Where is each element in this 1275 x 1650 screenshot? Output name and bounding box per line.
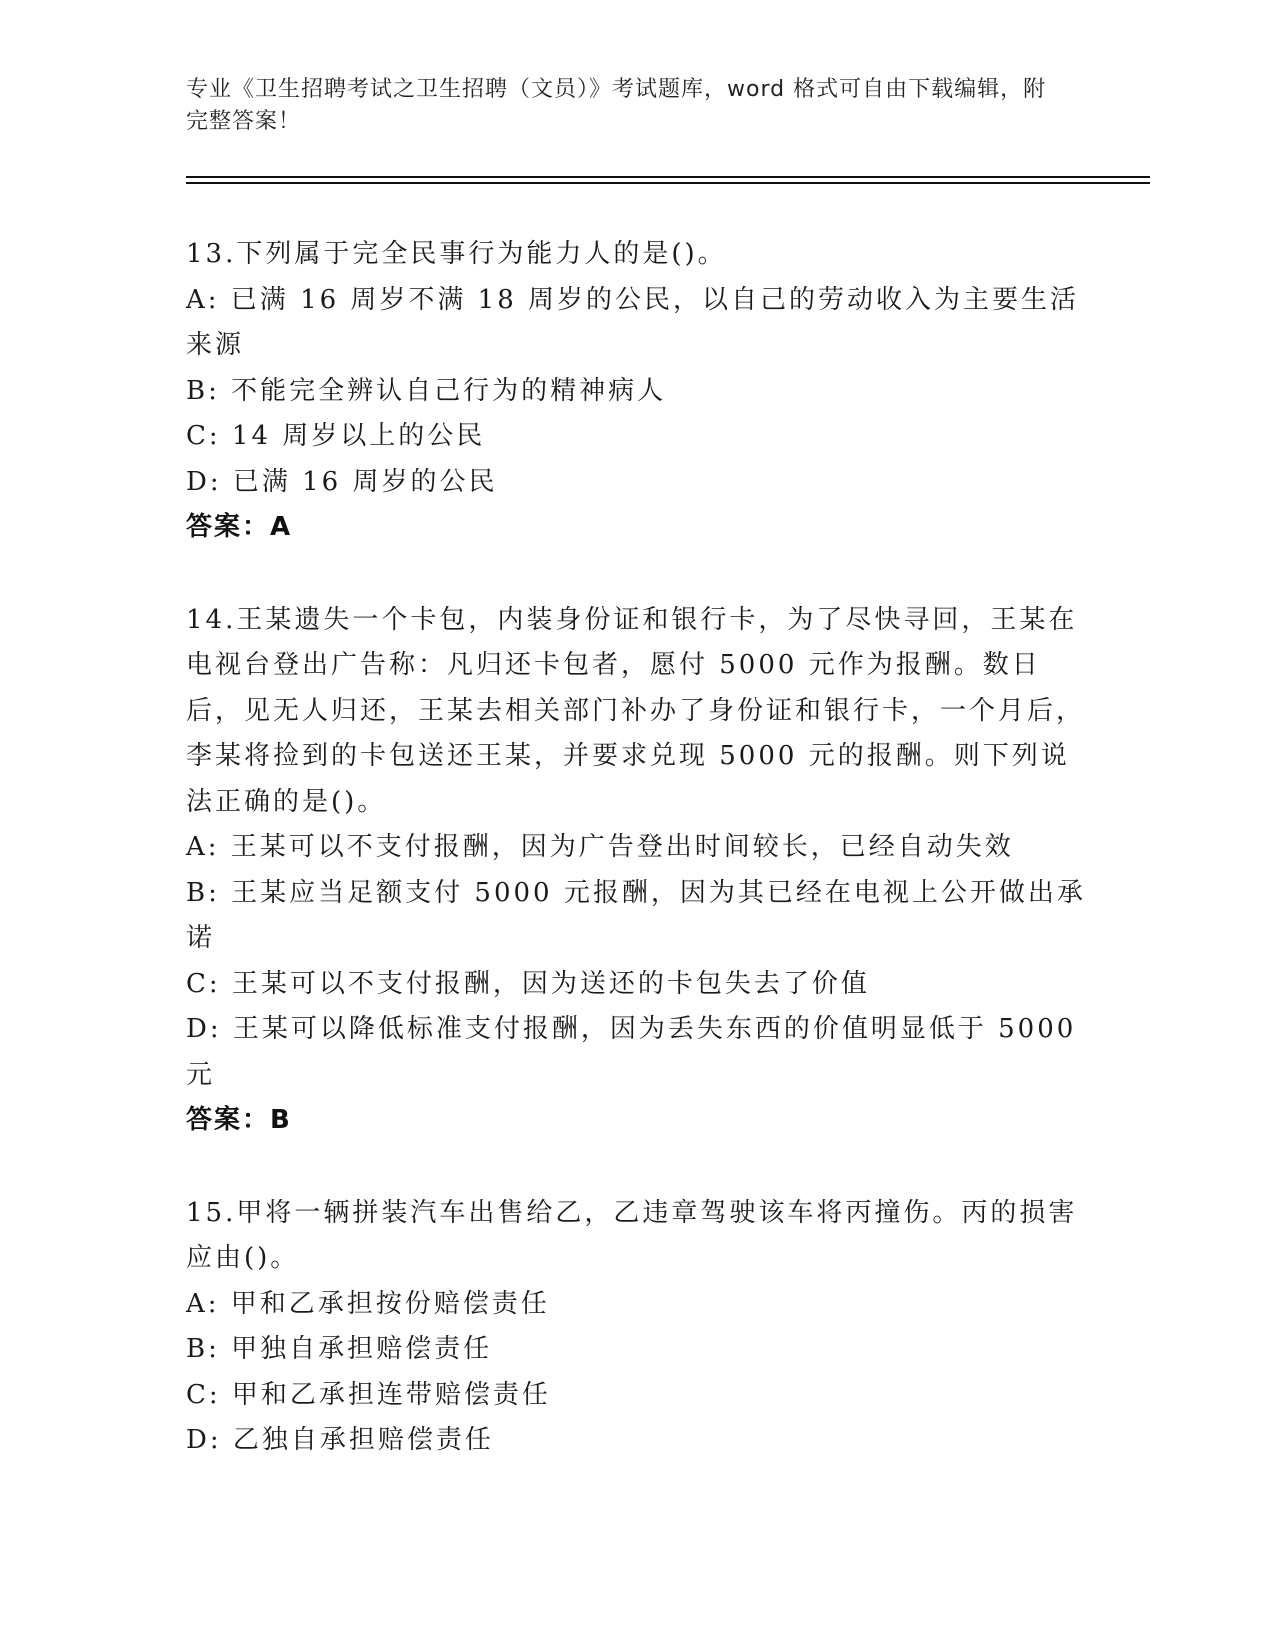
option-a: A: 甲和乙承担按份赔偿责任 [186, 1288, 550, 1319]
question-15 [186, 1191, 1086, 1464]
question-stem: 15.甲将一辆拼装汽车出售给乙，乙违章驾驶该车将丙撞伤。丙的损害应由()。 [186, 1197, 1078, 1273]
answer-label: 答案：B [186, 1105, 292, 1135]
option-a: A: 王某可以不支付报酬，因为广告登出时间较长，已经自动失效 [186, 832, 1014, 862]
option-c: C: 14 周岁以上的公民 [186, 421, 486, 451]
option-b: B: 甲独自承担赔偿责任 [186, 1334, 493, 1364]
option-d: D: 乙独自承担赔偿责任 [186, 1425, 494, 1455]
header-divider-bottom [186, 182, 1150, 184]
question-14 [186, 598, 1086, 1144]
option-a: A: 已满 16 周岁不满 18 周岁的公民，以自己的劳动收入为主要生活来源 [186, 284, 1080, 360]
question-stem: 13.下列属于完全民事行为能力人的是()。 [186, 239, 727, 269]
page-header: 专业《卫生招聘考试之卫生招聘（文员）》考试题库，word 格式可自由下载编辑，附完整答案！ [186, 77, 1047, 134]
option-b: B: 不能完全辨认自己行为的精神病人 [186, 375, 667, 406]
question-13 [186, 232, 1086, 551]
header-divider-top [186, 176, 1150, 178]
answer-label: 答案：A [186, 512, 293, 542]
option-d: D: 已满 16 周岁的公民 [186, 466, 498, 497]
option-c: C: 甲和乙承担连带赔偿责任 [186, 1379, 551, 1410]
option-c: C: 王某可以不支付报酬，因为送还的卡包失去了价值 [186, 968, 870, 999]
option-d: D: 王某可以降低标准支付报酬，因为丢失东西的价值明显低于 5000 元 [186, 1014, 1077, 1090]
question-list [186, 232, 1086, 1511]
question-stem: 14.王某遗失一个卡包，内装身份证和银行卡，为了尽快寻回，王某在电视台登出广告称：凡归还卡包者，愿付 5000 元作为报酬。数日后，见无人归还，王某去相关部门补办了身份证和银行卡，一个月后，李某将捡到的卡包送还王某，并要求兑现 5000 元的报酬。则下列说法正确的是()。 [186, 604, 1086, 817]
option-b: B: 王某应当足额支付 5000 元报酬，因为其已经在电视上公开做出承诺 [186, 877, 1086, 953]
